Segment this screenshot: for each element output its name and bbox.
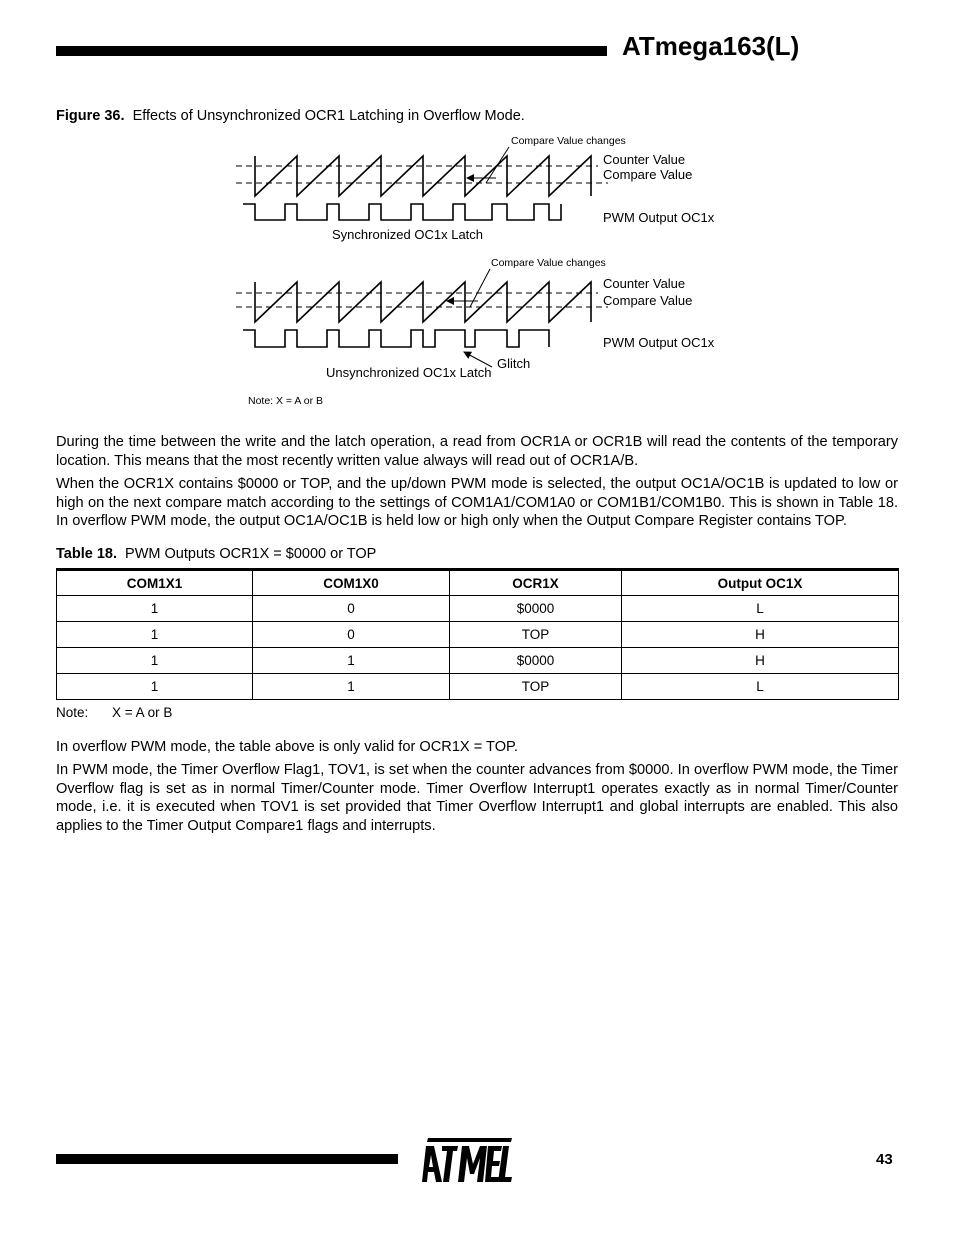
table-cell: 1 — [57, 622, 253, 648]
unsync-counter-value-label: Counter Value — [603, 276, 686, 291]
table-cell: 1 — [57, 596, 253, 622]
atmel-logo — [412, 1136, 514, 1186]
table-row — [57, 648, 899, 674]
table-cell: TOP — [450, 674, 622, 700]
unsync-pwm-output-waveform — [243, 330, 549, 347]
table-cell: 1 — [253, 674, 450, 700]
table-note-label: Note: — [56, 705, 89, 720]
table-label: Table 18. — [56, 546, 117, 562]
sync-counter-sawtooth — [255, 156, 591, 196]
table-cell: 0 — [253, 622, 450, 648]
unsync-counter-sawtooth — [255, 282, 591, 322]
figure-label: Figure 36. — [56, 108, 125, 124]
sync-compare-changes-label: Compare Value changes — [511, 135, 626, 147]
paragraph-overflow-valid: In overflow PWM mode, the table above is only valid for OCR1X = TOP. — [56, 739, 518, 755]
table-caption-text: PWM Outputs OCR1X = $0000 or TOP — [125, 546, 377, 562]
paragraph-tov1-flag: In PWM mode, the Timer Overflow Flag1, TOV1, is set when the counter advances from $0000. In overflow PWM mode, the Timer Overflow flag is set as in normal Timer/Counter mode. Timer Overflow Interrupt1 operates exactly as in normal Timer/Counter mode, i.e. it is executed when TOV1 is set provided that Timer Overflow Interrupt1 and global interrupts are enabled. This also applies to the Timer Output Compare1 flags and interrupts. — [56, 762, 898, 834]
table-cell: L — [622, 674, 899, 700]
table-cell: 1 — [57, 648, 253, 674]
paragraph-temp-location: During the time between the write and the latch operation, a read from OCR1A or OCR1B will read the contents of the temporary location. This means that the most recently written value always will read out of OCR1A/B. — [56, 434, 898, 469]
table-row — [57, 622, 899, 648]
table-cell: TOP — [450, 622, 622, 648]
paragraph-pwm-update: When the OCR1X contains $0000 or TOP, and the up/down PWM mode is selected, the output OC1A/OC1B is updated to low or high on the next compare match according to the settings of COM1A1/COM1A0 or COM1B1/COM1B0. This is shown in Table 18. In overflow PWM mode, the output OC1A/OC1B is held low or high only when the Output Compare Register contains TOP. — [56, 476, 898, 529]
table-header-row — [57, 570, 899, 596]
table-cell: H — [622, 648, 899, 674]
header-output-oc1x: Output OC1X — [622, 570, 899, 596]
pwm-timing-diagram — [0, 0, 954, 420]
document-title: ATmega163(L) — [622, 31, 800, 61]
page-number: 43 — [876, 1151, 893, 1168]
table-row — [57, 674, 899, 700]
header-ocr1x: OCR1X — [450, 570, 622, 596]
table-row — [57, 596, 899, 622]
table-cell: L — [622, 596, 899, 622]
table-cell: 0 — [253, 596, 450, 622]
pwm-outputs-table — [56, 568, 899, 700]
header-com1x1: COM1X1 — [57, 570, 253, 596]
figure-note: Note: X = A or B — [248, 395, 324, 407]
table-cell: 1 — [253, 648, 450, 674]
sync-compare-value-label: Compare Value — [603, 167, 693, 182]
unsync-pwm-output-label: PWM Output OC1x — [603, 335, 715, 350]
unsync-compare-value-label: Compare Value — [603, 293, 693, 308]
header-com1x0: COM1X0 — [253, 570, 450, 596]
sync-counter-value-label: Counter Value — [603, 152, 686, 167]
sync-pwm-output-label: PWM Output OC1x — [603, 210, 715, 225]
table-cell: $0000 — [450, 648, 622, 674]
table-note — [56, 705, 172, 720]
figure-caption-text: Effects of Unsynchronized OCR1 Latching in Overflow Mode. — [132, 108, 525, 124]
table-note-text: X = A or B — [112, 705, 173, 720]
glitch-label: Glitch — [497, 356, 531, 371]
sync-pwm-output-waveform — [243, 204, 561, 220]
footer-rule — [56, 1154, 398, 1164]
table-cell: 1 — [57, 674, 253, 700]
table-cell: $0000 — [450, 596, 622, 622]
table-caption — [56, 546, 376, 562]
unsync-compare-changes-label: Compare Value changes — [491, 257, 606, 269]
unsync-latch-label: Unsynchronized OC1x Latch — [326, 365, 492, 380]
table-cell: H — [622, 622, 899, 648]
sync-latch-label: Synchronized OC1x Latch — [332, 227, 484, 242]
